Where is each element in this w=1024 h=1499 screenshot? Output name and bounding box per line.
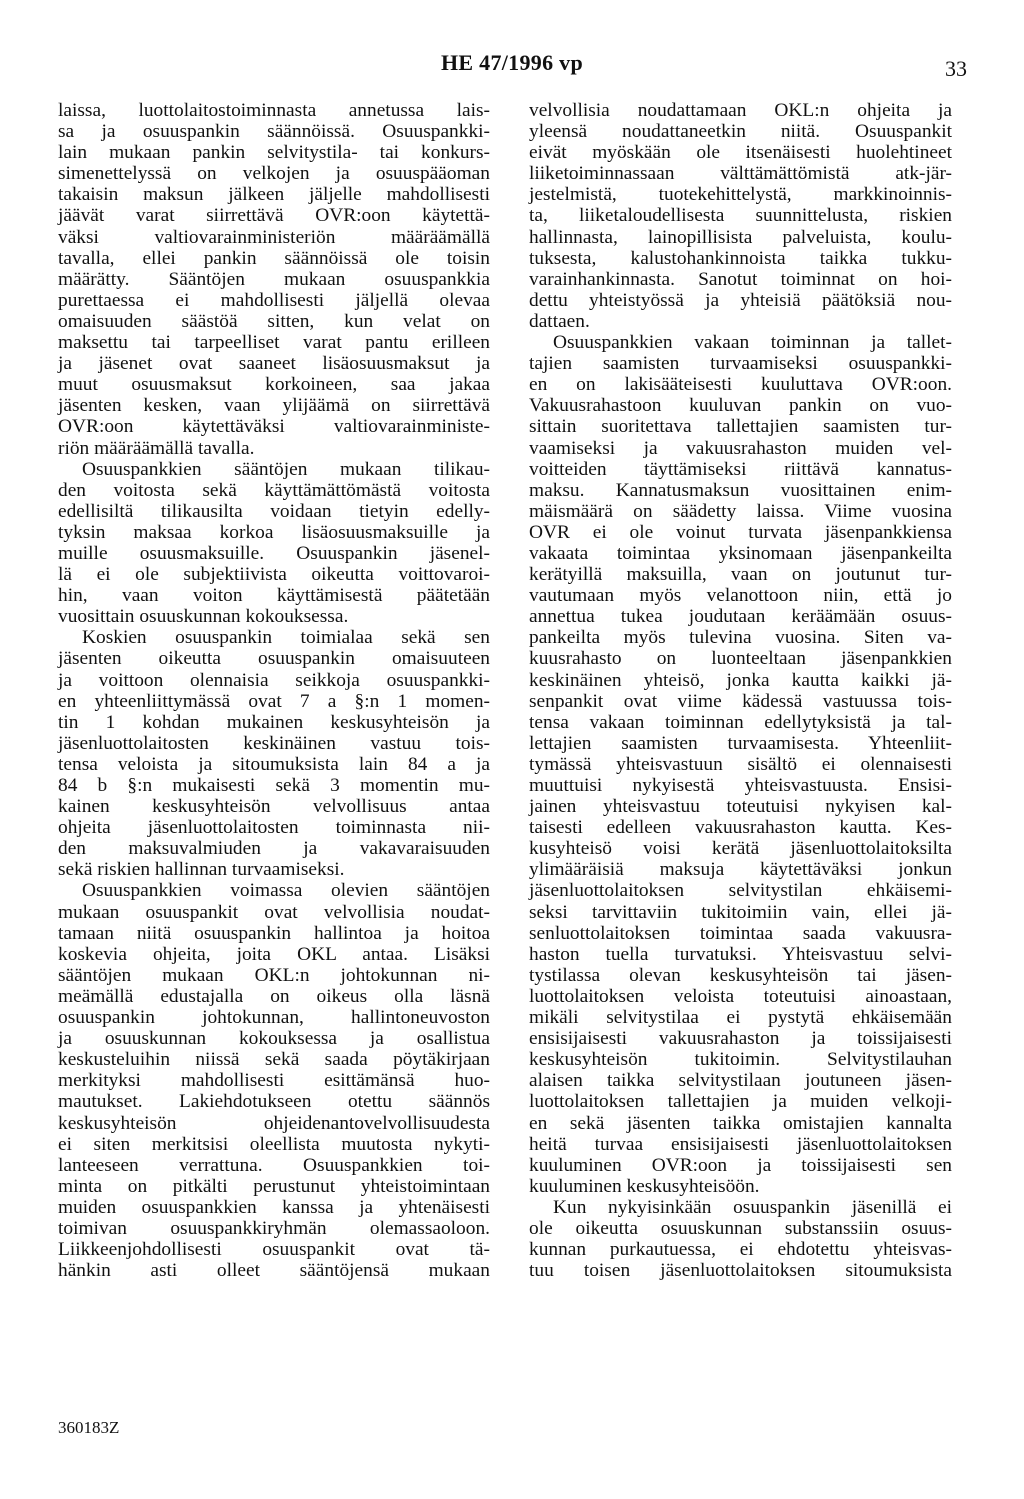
text-line: ja voittoon olennaisia seikkoja osuuspankki- <box>58 669 490 691</box>
text-line: mautukset. Lakiehdotukseen otettu säännös <box>58 1091 490 1113</box>
text-line: keskinäinen yhteisö, jonka kautta kaikki jä- <box>529 669 952 691</box>
text-line: edellisiltä tilikausilta voidaan tietyin edelly- <box>58 500 490 522</box>
text-line: väksi valtiovarainministeriön määräämällä <box>58 226 490 248</box>
footer-code: 360183Z <box>58 1418 120 1437</box>
text-line: kuuluminen keskusyhteisöön. <box>529 1175 760 1197</box>
text-line: alaisen taikka selvitystilaan joutuneen jäsen- <box>529 1070 952 1092</box>
text-line: Kun nykyisinkään osuuspankin jäsenillä ei <box>553 1196 952 1218</box>
text-line: vakaata toimintaa yksinomaan jäsenpankeilta <box>529 542 952 564</box>
text-line: seksi tarvittaviin tukitoimiin vain, ellei jä- <box>529 901 952 923</box>
text-line: luottolaitoksen veloista toteutuisi ainoastaan, <box>529 985 952 1007</box>
text-line: Osuuspankkien sääntöjen mukaan tilikau- <box>82 458 490 480</box>
text-line: jäsenluottolaitosten keskinäinen vastuu tois- <box>58 732 490 754</box>
text-line: yleensä noudattaneetkin niitä. Osuuspankit <box>529 121 952 143</box>
text-line: OVR:oon käytettäväksi valtiovarainministe- <box>58 416 490 438</box>
page-header <box>0 50 1024 90</box>
text-line: purettaessa ei mahdollisesti jäljellä olevaa <box>58 289 490 311</box>
text-line: tavalla, ellei pankin säännöissä ole toisin <box>58 247 490 269</box>
text-line: keskusteluihin niissä sekä saada pöytäkirjaan <box>58 1049 490 1071</box>
text-line: OVR ei ole voinut turvata jäsenpankkiensa <box>529 521 952 543</box>
text-line: kuuluminen OVR:oon ja toissijaisesti sen <box>529 1154 952 1176</box>
text-line: tin 1 kohdan mukainen keskusyhteisön ja <box>58 711 490 733</box>
text-line: vautumaan myös velanottoon niin, että jo <box>529 585 952 607</box>
text-line: 84 b §:n mukaisesti sekä 3 momentin mu- <box>58 775 490 796</box>
text-line: ole oikeutta osuuskunnan substanssiin osuus- <box>529 1217 952 1239</box>
text-line: tystilassa olevan keskusyhteisön tai jäsen- <box>529 964 952 986</box>
document-id: HE 47/1996 vp <box>440 50 584 75</box>
text-line: tensa veloista ja sitoumuksista lain 84 a ja <box>58 753 490 775</box>
text-line: vaamiseksi ja vakuusrahaston muiden vel- <box>529 437 952 459</box>
text-line: velvollisia noudattamaan OKL:n ohjeita ja <box>529 100 952 121</box>
text-line: lettajien saamisten turvaamisesta. Yhteenliit- <box>529 732 952 754</box>
text-line: Osuuspankkien vakaan toiminnan ja tallet- <box>553 332 952 354</box>
text-line: osuuspankin johtokunnan, hallintoneuvoston <box>58 1007 490 1029</box>
text-line: tuksesta, kalustohankinnoista taikka tukku- <box>529 247 952 269</box>
text-line: maksu. Kannatusmaksun vuosittainen enim- <box>529 479 952 501</box>
text-line: jäsenten kesken, vaan ylijäämä on siirrettävä <box>58 395 490 417</box>
left-column <box>58 100 490 1281</box>
text-line: sittain suoritettava tallettajien saamisten tur- <box>529 416 952 438</box>
text-line: en yhteenliittymässä ovat 7 a §:n 1 momen- <box>58 690 490 712</box>
text-line: tamaan niitä osuuspankin hallintoa ja hoitoa <box>58 922 490 944</box>
text-line: ja jäsenet ovat saaneet lisäosuusmaksut ja <box>58 353 490 375</box>
text-line: kainen keskusyhteisön velvollisuus antaa <box>58 796 490 818</box>
text-line: hallinnasta, lainopillisista palveluista, koulu- <box>529 226 952 248</box>
text-line: den voitosta sekä käyttämättömästä voitosta <box>58 479 490 501</box>
text-line: Vakuusrahastoon kuuluvan pankin on vuo- <box>529 395 952 417</box>
right-column <box>529 100 952 1281</box>
text-line: taisesti edelleen vakuusrahaston kautta. Kes- <box>529 817 952 839</box>
text-line: pankeilta myös tulevina vuosina. Siten va- <box>529 627 952 649</box>
text-line: takaisin maksun jälkeen jäljelle mahdollisesti <box>58 184 490 206</box>
text-line: lä ei ole subjektiivista oikeutta voittovaroi- <box>58 564 490 586</box>
text-line: Osuuspankkien voimassa olevien sääntöjen <box>82 880 490 902</box>
text-line: tymässä yhteisvastuun sisältö ei olennaisesti <box>529 753 952 775</box>
text-line: dattaen. <box>529 310 590 332</box>
text-line: muille osuusmaksuille. Osuuspankin jäsenel- <box>58 542 490 564</box>
text-line: simenettelyssä on velkojen ja osuuspääoman <box>58 163 490 185</box>
text-line: muuttuisi nykyisestä yhteisvastuusta. Ensisi- <box>529 775 952 796</box>
text-line: vuosittain osuuskunnan kokouksessa. <box>58 606 349 628</box>
text-line: määrätty. Sääntöjen mukaan osuuspankkia <box>58 268 490 290</box>
text-line: maksettu tai tarpeelliset varat pantu erilleen <box>58 332 490 354</box>
text-line: kunnan purkautuessa, ei ehdotettu yhteisvas- <box>529 1239 952 1261</box>
text-line: kerätyillä maksuilla, vaan on joutunut tur- <box>529 564 952 586</box>
text-line: jäsenten oikeutta osuuspankin omaisuuteen <box>58 648 490 670</box>
text-line: jäsenluottolaitoksen selvitystilan ehkäisemi- <box>529 880 952 902</box>
text-line: kuusrahasto on luonteeltaan jäsenpankkien <box>529 648 952 670</box>
text-line: senluottolaitoksen toimintaa saada vakuusra- <box>529 922 952 944</box>
text-line: Liikkeenjohdollisesti osuuspankit ovat tä- <box>58 1239 490 1261</box>
text-line: toimivan osuuspankkiryhmän olemassaoloon. <box>58 1217 490 1239</box>
page-number: 33 <box>945 56 967 81</box>
text-line: lanteeseen verrattuna. Osuuspankkien toi- <box>58 1154 490 1176</box>
text-line: annettua tukea joudutaan keräämään osuus- <box>529 606 952 628</box>
text-line: ylimääräisiä maksuja käytettäväksi jonkun <box>529 859 952 881</box>
text-line: sääntöjen mukaan OKL:n johtokunnan ni- <box>58 964 490 986</box>
text-line: jainen yhteisvastuu toteutuisi nykyisen kal- <box>529 796 952 818</box>
text-line: Koskien osuuspankin toimialaa sekä sen <box>82 627 490 649</box>
text-line: laissa, luottolaitostoiminnasta annetussa lais- <box>58 100 490 121</box>
text-line: eivät myöskään ole itsenäisesti huolehtineet <box>529 142 952 164</box>
text-line: ta, liiketaloudellisesta suunnittelusta, riskien <box>529 205 952 227</box>
text-line: koskevia ohjeita, joita OKL antaa. Lisäksi <box>58 943 490 965</box>
text-line: varainhankinnasta. Sanotut toiminnat on hoi- <box>529 268 952 290</box>
text-line: ensisijaisesti vakuusrahaston ja toissijaisesti <box>529 1028 952 1050</box>
text-line: meämällä edustajalla on oikeus olla läsnä <box>58 985 490 1007</box>
text-line: hin, vaan voiton käyttämisestä päätetään <box>58 585 490 607</box>
text-line: merkityksi mahdollisesti esittämänsä huo- <box>58 1070 490 1092</box>
text-line: sa ja osuuspankin säännöissä. Osuuspankki- <box>58 121 490 143</box>
text-line: den maksuvalmiuden ja vakavaraisuuden <box>58 838 490 860</box>
text-line: luottolaitoksen tallettajien ja muiden velkoji- <box>529 1091 952 1113</box>
text-line: riön määräämällä tavalla. <box>58 437 255 459</box>
text-line: mikäli selvitystilaa ei pystytä ehkäisemään <box>529 1007 952 1029</box>
text-line: mukaan osuuspankit ovat velvollisia noudat- <box>58 901 490 923</box>
text-line: dettu yhteistyössä ja yhteisiä päätöksiä nou- <box>529 289 952 311</box>
text-line: voitteiden täyttämiseksi riittävä kannatus- <box>529 458 952 480</box>
text-line: tensa vakaan toiminnan edellytyksistä ja tal- <box>529 711 952 733</box>
text-line: keskusyhteisön tukitoimin. Selvitystilauhan <box>529 1049 952 1071</box>
text-line: heitä turvaa ensisijaisesti jäsenluottolaitoksen <box>529 1133 952 1155</box>
text-line: muiden osuuspankkien kanssa ja yhtenäisesti <box>58 1196 490 1218</box>
text-line: ohjeita jäsenluottolaitosten toiminnasta nii- <box>58 817 490 839</box>
text-line: keskusyhteisön ohjeidenantovelvollisuudesta <box>58 1112 490 1134</box>
text-line: senpankit ovat viime kädessä vastuussa tois- <box>529 690 952 712</box>
text-line: tajien saamisten turvaamiseksi osuuspankki- <box>529 353 952 375</box>
text-line: tyksin maksaa korkoa lisäosuusmaksuille ja <box>58 521 490 543</box>
text-line: minta on pitkälti perustunut yhteistoimintaan <box>58 1175 490 1197</box>
text-line: muut osuusmaksut korkoineen, saa jakaa <box>58 374 490 396</box>
text-line: sekä riskien hallinnan turvaamiseksi. <box>58 859 345 881</box>
text-line: omaisuuden säästöä sitten, kun velat on <box>58 310 490 332</box>
text-line: ja osuuskunnan kokouksessa ja osallistua <box>58 1028 490 1050</box>
text-line: jestelmistä, tuotekehittelystä, markkinoinnis- <box>529 184 952 206</box>
text-line: kusyhteisö voisi kerätä jäsenluottolaitoksilta <box>529 838 952 860</box>
text-line: liiketoiminnassaan välttämättömistä atk-jär- <box>529 163 952 185</box>
text-line: tuu toisen jäsenluottolaitoksen sitoumuksista <box>529 1260 952 1282</box>
text-line: en on lakisääteisesti kuuluttava OVR:oon. <box>529 374 952 396</box>
text-line: ei siten merkitsisi oleellista muutosta nykyti- <box>58 1133 490 1155</box>
text-line: lain mukaan pankin selvitystila- tai konkurs- <box>58 142 490 164</box>
text-line: haston tuella turvatuksi. Yhteisvastuu selvi- <box>529 943 952 965</box>
text-line: jäävät varat siirrettävä OVR:oon käytettä- <box>58 205 490 227</box>
text-line: mäismäärä on säädetty laissa. Viime vuosina <box>529 500 952 522</box>
text-line: en sekä jäsenten taikka omistajien kannalta <box>529 1112 952 1134</box>
text-line: hänkin asti olleet sääntöjensä mukaan <box>58 1260 490 1282</box>
